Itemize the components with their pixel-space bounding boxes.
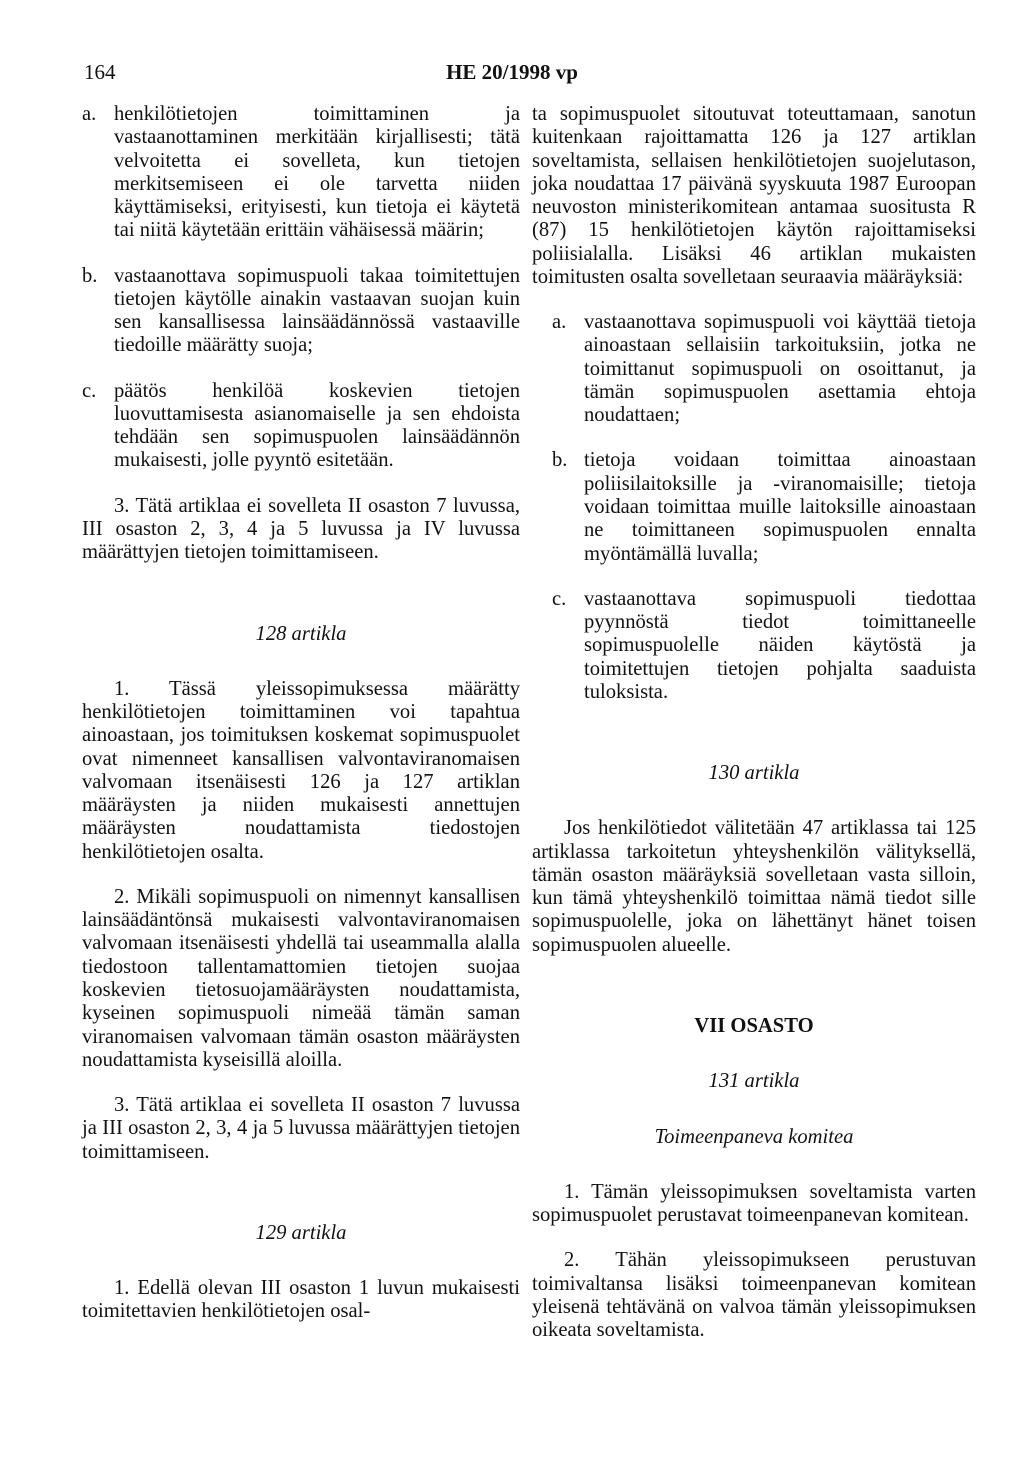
paragraph: ta sopimuspuolet sitoutuvat toteuttamaan, sanotun kuitenkaan rajoittamatta 126 ja 127 artiklan soveltamista, sellaisen henkilötietojen suojelutason, joka noudattaa 17 päivänä syyskuuta 1987 Euroopan neuvoston ministerikomitean antamaa suositusta R (87) 15 henkilötietojen käytön rajoittamiseksi poliisialalla. Lisäksi 46 artiklan mukaisten toimitusten osalta sovelletaan seuraavia määräyksiä:: [532, 103, 976, 288]
item-text: vastaanottava sopimuspuoli takaa toimitettujen tietojen käytölle ainakin vastaavan suojan kuin sen kansallisessa lainsäädännössä vastaaville tiedoille määrätty suoja;: [114, 264, 520, 357]
page-number: 164: [84, 60, 116, 84]
item-label: b.: [552, 449, 568, 472]
item-label: c.: [552, 587, 567, 610]
paragraph: 3. Tätä artiklaa ei sovelleta II osaston 7 luvussa, III osaston 2, 3, 4 ja 5 luvussa ja IV luvussa määrättyjen tietojen toimittamiseen.: [82, 494, 520, 564]
paragraph: Jos henkilötiedot välitetään 47 artiklassa tai 125 artiklassa tarkoitetun yhteyshenkilön välityksellä, tämän osaston määräyksiä sovelletaan vasta silloin, kun tämä yhteyshenkilö toimittaa nämä tiedot sille sopimuspuolelle, joka on lähettänyt hänet toisen sopimuspuolen alueelle.: [532, 817, 976, 956]
article-subtitle: Toimeenpaneva komitea: [654, 1125, 854, 1148]
item-label: a.: [82, 103, 97, 125]
paragraph: 1. Edellä olevan III osaston 1 luvun mukaisesti toimitettavien henkilötietojen osal-: [82, 1277, 520, 1323]
right-column: [532, 103, 976, 1342]
article-heading: 130 artikla: [708, 762, 800, 785]
paragraph: 3. Tätä artiklaa ei sovelleta II osaston 7 luvussa ja III osaston 2, 3, 4 ja 5 luvussa määrättyjen tietojen toimittamiseen.: [82, 1094, 520, 1163]
paragraph: 1. Tämän yleissopimuksen soveltamista varten sopimuspuolet perustavat toimeenpanevan komitean.: [532, 1180, 976, 1227]
section-title: VII OSASTO: [694, 1014, 814, 1037]
item-text: henkilötietojen toimittaminen ja vastaanottaminen merkitään kirjallisesti; tätä velvoitetta ei sovelleta, kun tietojen merkitsemiseen ei ole tarvetta niiden käyttämiseksi, erityisesti, kun tietoja ei käytetä tai niitä käytetään erittäin vähäisessä määrin;: [114, 103, 520, 242]
paragraph: 2. Tähän yleissopimukseen perustuvan toimivaltansa lisäksi toimeenpanevan komitean yleisenä tehtävänä on valvoa tämän yleissopimuksen oikeata soveltamista.: [532, 1249, 976, 1342]
item-label: c.: [82, 379, 97, 402]
article-heading: 129 artikla: [255, 1221, 347, 1244]
list-item: [552, 588, 976, 704]
item-label: a.: [552, 311, 567, 334]
list-item: [82, 265, 520, 358]
list-item: [552, 311, 976, 427]
item-text: päätös henkilöä koskevien tietojen luovuttamisesta asianomaiselle ja sen ehdoista tehdään sen sopimuspuolen lainsäädännön mukaisesti, jolle pyyntö esitetään.: [114, 379, 520, 472]
item-text: vastaanottava sopimuspuoli tiedottaa pyynnöstä tiedot toimittaneelle sopimuspuolelle näiden käytöstä ja toimitettujen tietojen pohjalta saaduista tuloksista.: [584, 587, 976, 703]
page-header: [0, 60, 1024, 90]
list-item: [82, 380, 520, 473]
item-label: b.: [82, 264, 98, 287]
paragraph: 1. Tässä yleissopimuksessa määrätty henkilötietojen toimittaminen voi tapahtua ainoastaan, jos toimituksen koskemat sopimuspuolet ovat nimenneet kansallisen valvontaviranomaisen valvomaan itsenäisesti 126 ja 127 artiklan määräysten ja niiden mukaisesti annettujen määräysten noudattamista tiedostojen henkilötietojen osalta.: [82, 677, 520, 863]
item-text: tietoja voidaan toimittaa ainoastaan poliisilaitoksille ja -viranomaisille; tietoja voidaan toimittaa muille laitoksille ainoastaan ne toimittaneen sopimuspuolen ennalta myöntämällä luvalla;: [584, 449, 976, 565]
article-heading: 128 artikla: [255, 622, 347, 645]
paragraph: 2. Mikäli sopimuspuoli on nimennyt kansallisen lainsäädäntönsä mukaisesti valvontaviranomaisen valvomaan itsenäisesti yhdellä tai useammalla alalla tiedostoon tallentamattomien tietojen suojaa koskevien tietosuojamääräysten noudattamista, kyseinen sopimuspuoli nimeää tämän saman viranomaisen valvomaan tämän osaston määräysten noudattamista kyseisillä aloilla.: [82, 885, 520, 1071]
left-column: [82, 103, 520, 1324]
list-item: [82, 103, 520, 243]
article-heading: 131 artikla: [708, 1070, 800, 1093]
item-text: vastaanottava sopimuspuoli voi käyttää tietoja ainoastaan sellaisiin tarkoituksiin, jotka ne toimittanut sopimuspuoli on osoittanut, ja tämän sopimuspuolen asettamia ehtoja noudattaen;: [584, 311, 976, 427]
list-item: [552, 449, 976, 565]
document-id: HE 20/1998 vp: [446, 60, 578, 84]
